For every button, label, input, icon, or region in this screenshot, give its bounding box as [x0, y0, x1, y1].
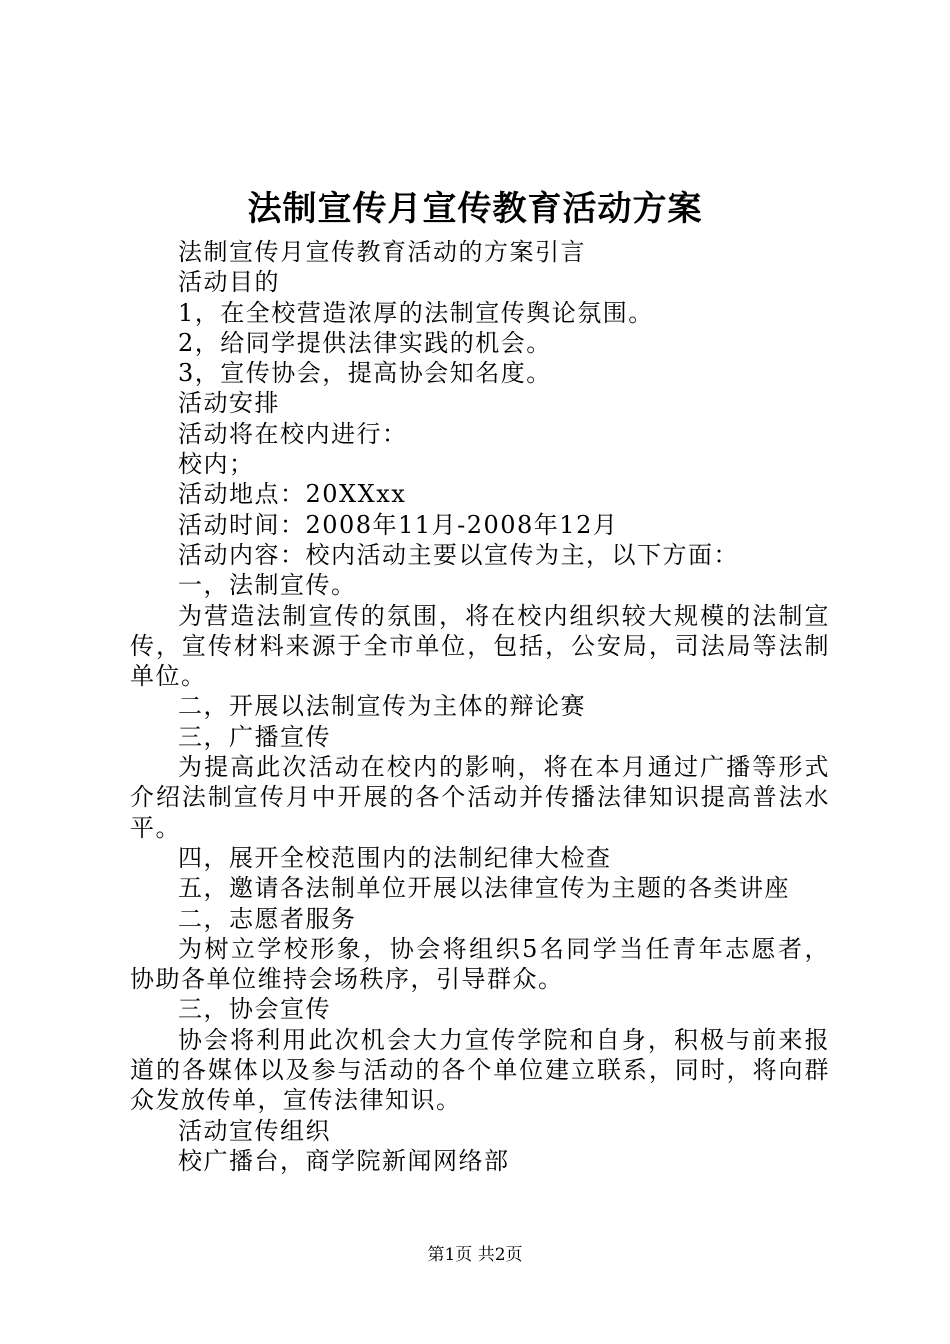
paragraph: 活动时间：2008年11月-2008年12月	[178, 510, 619, 539]
paragraph: 活动安排	[178, 389, 280, 418]
paragraph: 2，给同学提供法律实践的机会。	[178, 328, 552, 357]
paragraph: 二，开展以法制宣传为主体的辩论赛	[178, 692, 586, 721]
paragraph: 校广播台，商学院新闻网络部	[178, 1146, 510, 1175]
paragraph: 活动地点：20XXxx	[178, 480, 407, 509]
paragraph: 三，协会宣传	[178, 995, 331, 1024]
paragraph: 一，法制宣传。	[178, 571, 357, 600]
paragraph: 四，展开全校范围内的法制纪律大检查	[178, 843, 612, 872]
paragraph: 活动目的	[178, 268, 280, 297]
paragraph: 为树立学校形象，协会将组织5名同学当任青年志愿者，协助各单位维持会场秩序，引导群众。	[130, 934, 830, 994]
document-body	[130, 237, 830, 1176]
document-title: 法制宣传月宣传教育活动方案	[247, 189, 703, 229]
paragraph: 三，广播宣传	[178, 722, 331, 751]
paragraph: 为营造法制宣传的氛围，将在校内组织较大规模的法制宣传，宣传材料来源于全市单位，包括，公安局，司法局等法制单位。	[130, 601, 830, 691]
paragraph: 五，邀请各法制单位开展以法律宣传为主题的各类讲座	[178, 874, 790, 903]
paragraph: 活动将在校内进行：	[178, 419, 408, 448]
paragraph: 活动宣传组织	[178, 1116, 331, 1145]
page-number: 第1页 共2页	[427, 1245, 523, 1265]
paragraph: 活动内容：校内活动主要以宣传为主，以下方面：	[178, 540, 739, 569]
paragraph: 校内；	[178, 450, 255, 479]
paragraph: 为提高此次活动在校内的影响，将在本月通过广播等形式介绍法制宣传月中开展的各个活动并传播法律知识提高普法水平。	[130, 753, 830, 842]
paragraph: 3，宣传协会，提高协会知名度。	[178, 359, 552, 388]
paragraph: 法制宣传月宣传教育活动的方案引言	[178, 238, 586, 266]
paragraph: 1，在全校营造浓厚的法制宣传舆论氛围。	[178, 298, 654, 327]
paragraph: 二，志愿者服务	[178, 904, 357, 933]
paragraph: 协会将利用此次机会大力宣传学院和自身，积极与前来报道的各媒体以及参与活动的各个单位建立联系，同时，将向群众发放传单，宣传法律知识。	[130, 1025, 830, 1115]
